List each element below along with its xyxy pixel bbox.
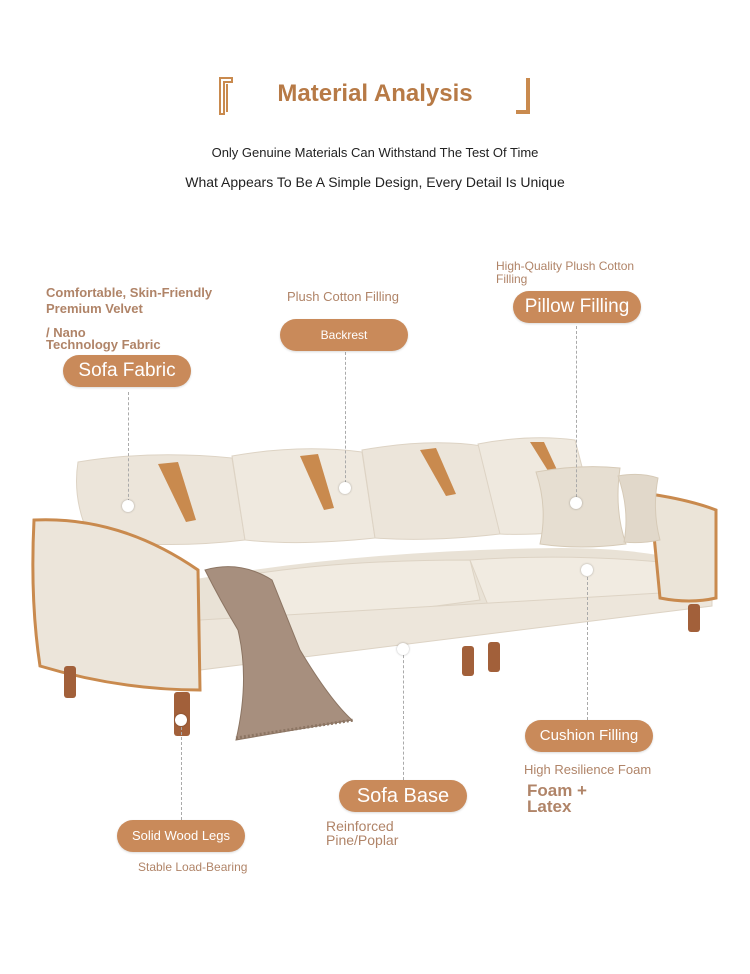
fabric-desc-line3: / Nano (46, 325, 86, 340)
sofa-fabric-label: Sofa Fabric (63, 355, 191, 387)
cushion-desc: High Resilience Foam (524, 762, 652, 777)
leader-line-cushion (587, 572, 588, 720)
marker-dot-base (397, 643, 409, 655)
cushion-detail-line1: Foam + (527, 781, 587, 800)
leader-line-base (403, 650, 404, 780)
pillow-filling-label: Pillow Filling (513, 291, 641, 323)
leader-line-fabric (128, 392, 129, 502)
marker-dot-pillow (570, 497, 582, 509)
subtitle-2: What Appears To Be A Simple Design, Every Detail Is Unique (185, 174, 565, 190)
subtitle-1: Only Genuine Materials Can Withstand The Test Of Time (211, 145, 539, 160)
sofa-illustration (0, 420, 750, 760)
fabric-desc-line1: Comfortable, Skin-Friendly (46, 285, 213, 300)
cushion-filling-label: Cushion Filling (525, 720, 653, 752)
right-bracket-icon (514, 76, 534, 116)
backrest-label: Backrest (280, 319, 408, 351)
base-desc-line1: Reinforced (326, 818, 394, 834)
marker-dot-legs (175, 714, 187, 726)
leader-line-pillow (576, 326, 577, 502)
base-desc-line2: Pine/Poplar (326, 832, 399, 848)
fabric-desc-line2: Premium Velvet (46, 301, 143, 316)
leader-line-backrest (345, 352, 346, 488)
marker-dot-cushion (581, 564, 593, 576)
sofa-base-label: Sofa Base (339, 780, 467, 812)
leader-line-legs (181, 722, 182, 820)
fabric-desc-line4: Technology Fabric (46, 337, 161, 352)
pillow-desc-line1: High-Quality Plush Cotton (496, 259, 635, 273)
cushion-detail-line2: Latex (527, 797, 572, 816)
pillow-desc-line2: Filling (496, 272, 528, 286)
backrest-desc: Plush Cotton Filling (287, 289, 399, 304)
marker-dot-fabric (122, 500, 134, 512)
wood-legs-desc: Stable Load-Bearing (138, 860, 248, 874)
page-title: Material Analysis (277, 80, 473, 107)
wood-legs-label: Solid Wood Legs (117, 820, 245, 852)
marker-dot-backrest (339, 482, 351, 494)
